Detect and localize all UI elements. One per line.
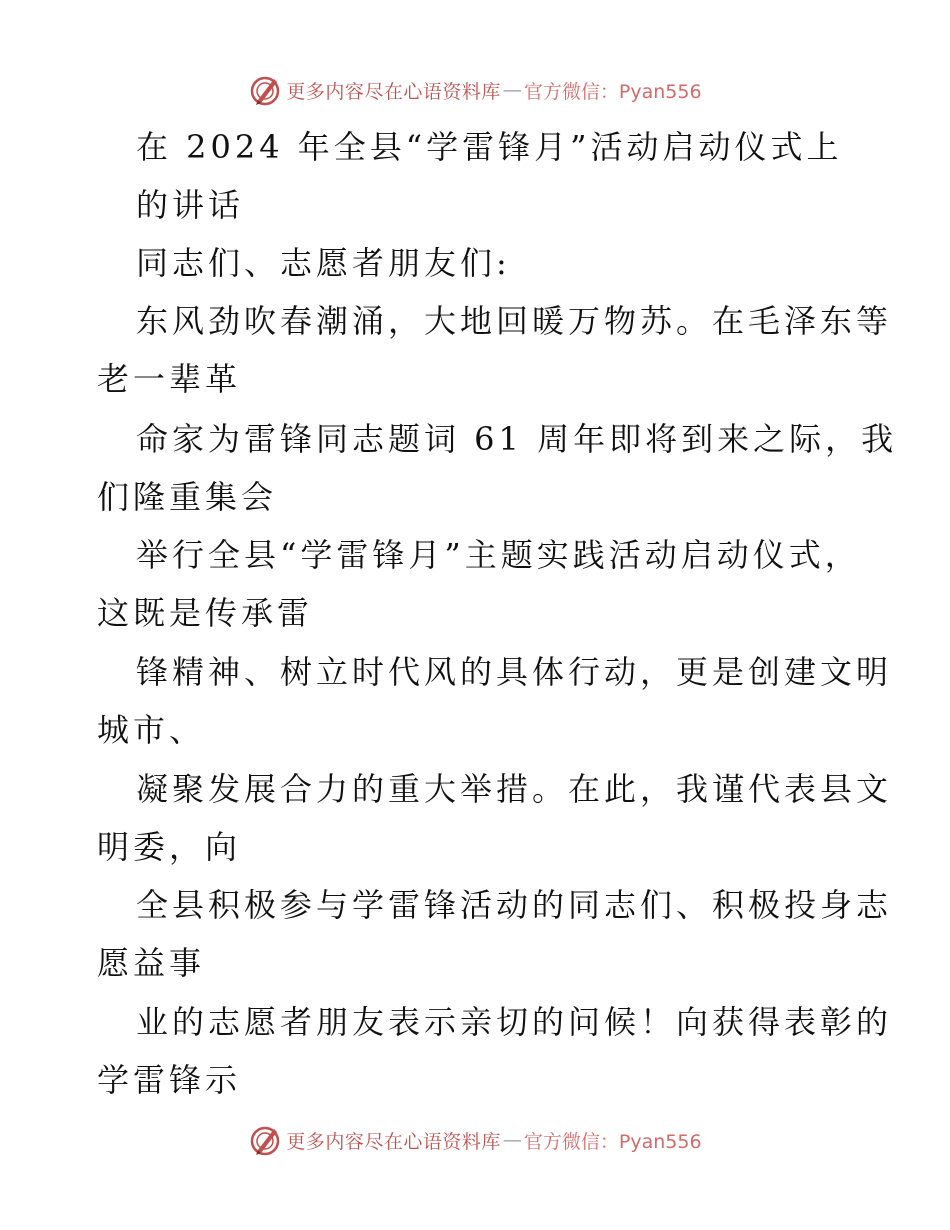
- salutation: 同志们、志愿者朋友们:: [136, 244, 511, 282]
- body-line: 举行全县“学雷锋月”主题实践活动启动仪式，: [136, 536, 861, 574]
- banner-dash: —: [502, 79, 522, 101]
- body-line: 锋精神、树立时代风的具体行动，更是创建文明: [136, 653, 893, 691]
- body-line: 老一辈革: [97, 360, 242, 398]
- body-line: 城市、: [97, 711, 206, 749]
- body-line: 们隆重集会: [97, 478, 278, 516]
- document-title-line-1: 在 2024 年全县“学雷锋月”活动启动仪式上: [136, 128, 843, 166]
- body-line: 东风劲吹春潮涌，大地回暖万物苏。在毛泽东等: [136, 302, 893, 340]
- body-line: 命家为雷锋同志题词 61 周年即将到来之际，我: [136, 420, 898, 458]
- body-line: 学雷锋示: [97, 1061, 242, 1099]
- banner-wechat: 官方微信：Pyan556: [523, 80, 702, 103]
- body-line: 明委，向: [97, 828, 242, 866]
- pen-logo-icon: [248, 1123, 282, 1157]
- body-line: 这既是传承雷: [97, 594, 314, 632]
- footer-banner: [0, 1120, 950, 1160]
- body-line: 愿益事: [97, 944, 206, 982]
- body-line: 全县积极参与学雷锋活动的同志们、积极投身志: [136, 886, 893, 924]
- banner-text: 更多内容尽在心语资料库: [286, 80, 501, 103]
- banner-text: 更多内容尽在心语资料库: [286, 1130, 501, 1153]
- banner-dash: —: [502, 1129, 522, 1151]
- body-line: 业的志愿者朋友表示亲切的问候！向获得表彰的: [136, 1003, 893, 1041]
- body-line: 凝聚发展合力的重大举措。在此，我谨代表县文: [136, 770, 893, 808]
- header-banner: [0, 70, 950, 110]
- banner-wechat: 官方微信：Pyan556: [523, 1130, 702, 1153]
- document-title-line-2: 的讲话: [136, 186, 245, 224]
- pen-logo-icon: [248, 73, 282, 107]
